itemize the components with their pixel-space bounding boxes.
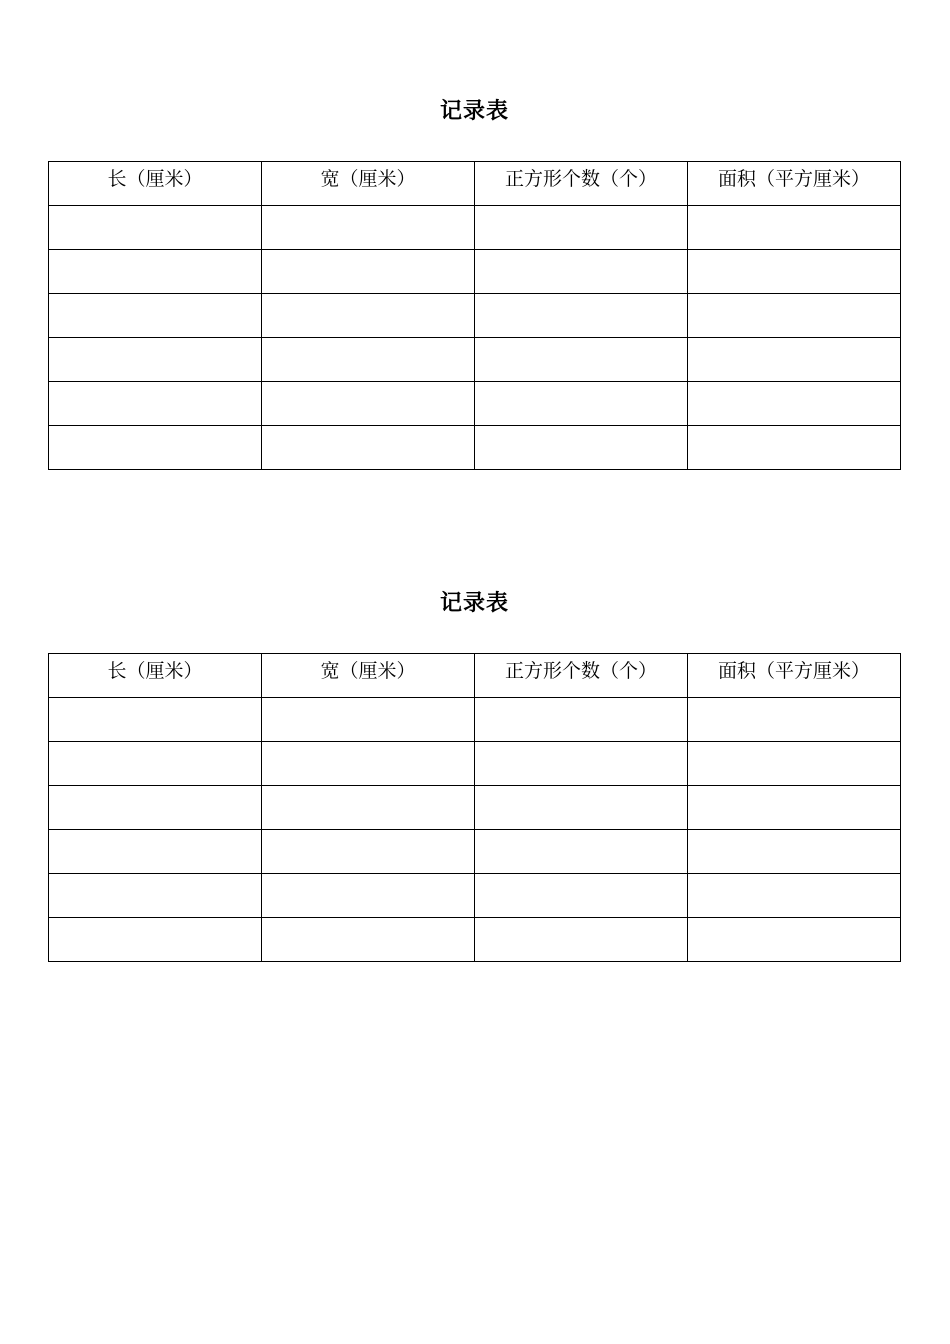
- table-cell: [688, 918, 901, 962]
- table-cell: [49, 426, 262, 470]
- table-cell: [688, 874, 901, 918]
- table-cell: [475, 206, 688, 250]
- table-cell: [49, 250, 262, 294]
- table-row: [49, 206, 901, 250]
- column-header-width: 宽（厘米）: [262, 162, 475, 206]
- table-row: [49, 830, 901, 874]
- table-cell: [688, 250, 901, 294]
- record-table: [48, 161, 901, 470]
- table-cell: [475, 294, 688, 338]
- table-row: [49, 698, 901, 742]
- table-cell: [262, 698, 475, 742]
- column-header-square-count: 正方形个数（个）: [475, 654, 688, 698]
- table-cell: [688, 338, 901, 382]
- table-row: [49, 874, 901, 918]
- column-header-area: 面积（平方厘米）: [688, 654, 901, 698]
- table-row: [49, 338, 901, 382]
- table-cell: [262, 382, 475, 426]
- table-cell: [262, 250, 475, 294]
- column-header-width: 宽（厘米）: [262, 654, 475, 698]
- table-cell: [475, 250, 688, 294]
- table-cell: [688, 698, 901, 742]
- table-cell: [475, 786, 688, 830]
- table-cell: [262, 206, 475, 250]
- table-cell: [49, 786, 262, 830]
- table-cell: [262, 294, 475, 338]
- table-cell: [262, 742, 475, 786]
- table-cell: [688, 426, 901, 470]
- column-header-length: 长（厘米）: [49, 654, 262, 698]
- column-header-area: 面积（平方厘米）: [688, 162, 901, 206]
- table-cell: [688, 382, 901, 426]
- table-cell: [475, 426, 688, 470]
- table-row: [49, 742, 901, 786]
- table-row: [49, 294, 901, 338]
- table-cell: [49, 698, 262, 742]
- table-cell: [262, 426, 475, 470]
- table-cell: [688, 742, 901, 786]
- table-cell: [475, 338, 688, 382]
- table-cell: [49, 742, 262, 786]
- table-cell: [688, 206, 901, 250]
- column-header-square-count: 正方形个数（个）: [475, 162, 688, 206]
- table-row: [49, 250, 901, 294]
- table-cell: [49, 382, 262, 426]
- table-cell: [475, 918, 688, 962]
- table-cell: [49, 918, 262, 962]
- table-cell: [49, 338, 262, 382]
- table-cell: [475, 698, 688, 742]
- table-header-row: [49, 162, 901, 206]
- table-cell: [262, 830, 475, 874]
- table-cell: [49, 294, 262, 338]
- table-cell: [475, 830, 688, 874]
- column-header-length: 长（厘米）: [49, 162, 262, 206]
- record-sheet-1: [48, 92, 901, 190]
- table-cell: [475, 382, 688, 426]
- table-cell: [262, 918, 475, 962]
- table-cell: [688, 294, 901, 338]
- record-table-title: 记录表: [439, 591, 509, 616]
- table-cell: [475, 874, 688, 918]
- record-table: [48, 653, 901, 962]
- table-row: [49, 786, 901, 830]
- table-cell: [262, 874, 475, 918]
- table-cell: [475, 742, 688, 786]
- table-row: [49, 382, 901, 426]
- table-cell: [49, 874, 262, 918]
- table-cell: [688, 830, 901, 874]
- table-cell: [688, 786, 901, 830]
- table-row: [49, 918, 901, 962]
- table-row: [49, 426, 901, 470]
- table-cell: [262, 338, 475, 382]
- table-cell: [49, 206, 262, 250]
- table-cell: [49, 830, 262, 874]
- table-header-row: [49, 654, 901, 698]
- record-table-title: 记录表: [439, 99, 509, 124]
- record-sheet-2: [48, 584, 901, 682]
- table-cell: [262, 786, 475, 830]
